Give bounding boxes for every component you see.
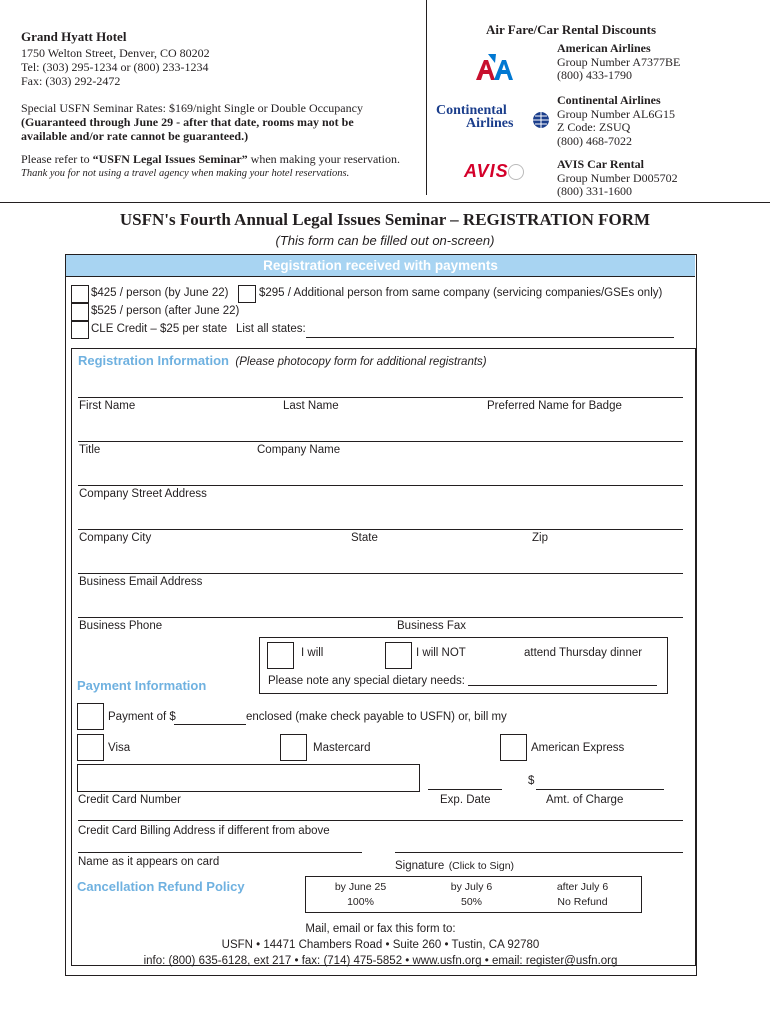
signature-label: Signature <box>395 860 445 872</box>
continental-group: Group Number AL6G15 <box>557 106 675 121</box>
refer-seminar-name: “USFN Legal Issues Seminar” <box>92 152 248 166</box>
cancellation-col-2 <box>416 880 527 910</box>
avis-phone: (800) 331-1600 <box>557 184 632 198</box>
amount-charge-input[interactable] <box>536 789 664 790</box>
mastercard-label: Mastercard <box>313 742 371 754</box>
option-295-label: $295 / Additional person from same company (servicing companies/GSEs only) <box>259 287 663 299</box>
dinner-attend-label: attend Thursday dinner <box>524 647 643 659</box>
email-label: Business Email Address <box>79 576 203 588</box>
dollar-sign: $ <box>528 775 535 787</box>
cancellation-col-3-date: after July 6 <box>556 881 609 893</box>
continental-zcode: Z Code: ZSUQ <box>557 120 631 134</box>
american-airlines-group: Group Number A7377BE <box>557 54 681 69</box>
avis-group: Group Number D005702 <box>557 170 678 185</box>
billing-address-top-rule <box>78 820 683 821</box>
continental-name: Continental Airlines <box>557 93 661 107</box>
payment-amount-input[interactable] <box>174 724 246 725</box>
footer-line-3: info: (800) 635-6128, ext 217 • fax: (714) 475-5852 • www.usfn.org • email: register@usfn.org <box>143 955 618 967</box>
fax-label: Business Fax <box>397 620 467 632</box>
american-airlines-info <box>557 42 680 83</box>
states-label: List all states: <box>236 323 306 335</box>
phone-fax-input[interactable] <box>78 617 683 618</box>
title-company-input[interactable] <box>78 441 683 442</box>
option-cle-checkbox[interactable] <box>71 321 89 339</box>
header-rule <box>0 202 770 203</box>
name-input[interactable] <box>78 397 683 398</box>
payment-enclosed-label: enclosed (make check payable to USFN) or, bill my <box>246 711 507 723</box>
zip-label: Zip <box>532 532 548 544</box>
cancellation-col-2-date: by July 6 <box>450 881 493 893</box>
first-name-label: First Name <box>79 400 136 412</box>
registration-banner <box>66 255 695 277</box>
option-cle-label: CLE Credit – $25 per state <box>91 323 228 335</box>
street-label: Company Street Address <box>79 488 207 500</box>
continental-info <box>557 94 675 148</box>
hotel-refer <box>21 152 421 166</box>
exp-date-label: Exp. Date <box>440 794 491 806</box>
avis-logo <box>464 161 524 183</box>
cancellation-col-1 <box>305 880 416 910</box>
hotel-block <box>21 30 421 181</box>
last-name-label: Last Name <box>283 400 339 412</box>
cc-number-label: Credit Card Number <box>78 794 181 806</box>
continental-globe-icon <box>532 111 550 129</box>
preferred-name-label: Preferred Name for Badge <box>487 400 622 412</box>
hotel-guarantee-2: available and/or rate cannot be guaranteed.) <box>21 129 249 143</box>
registration-info-title: Registration Information <box>78 353 229 368</box>
form-title: USFN's Fourth Annual Legal Issues Seminar – REGISTRATION FORM <box>119 210 651 229</box>
cancellation-col-3 <box>527 880 638 910</box>
billing-address-label: Credit Card Billing Address if different from above <box>78 825 330 837</box>
hotel-guarantee-1: (Guaranteed through June 29 - after that date, rooms may not be <box>21 115 354 129</box>
dinner-will-checkbox[interactable] <box>267 642 294 669</box>
states-input[interactable] <box>306 337 674 338</box>
avis-tagline-icon <box>508 164 524 180</box>
refer-suffix: when making your reservation. <box>247 152 400 166</box>
name-on-card-label: Name as it appears on card <box>78 856 220 868</box>
hotel-fax: Fax: (303) 292-2472 <box>21 74 121 88</box>
city-label: Company City <box>79 532 152 544</box>
name-on-card-input[interactable] <box>78 852 362 853</box>
street-input[interactable] <box>78 485 683 486</box>
hotel-tel: Tel: (303) 295-1234 or (800) 233-1234 <box>21 60 209 74</box>
airfare-heading: Air Fare/Car Rental Discounts <box>486 22 657 37</box>
amex-checkbox[interactable] <box>500 734 527 761</box>
option-525-checkbox[interactable] <box>71 303 89 321</box>
cancellation-col-2-pct: 50% <box>460 896 482 908</box>
payment-heading: Payment Information <box>77 678 207 693</box>
amount-charge-label: Amt. of Charge <box>546 794 624 806</box>
visa-label: Visa <box>108 742 131 754</box>
option-525-label: $525 / person (after June 22) <box>91 305 240 317</box>
american-airlines-phone: (800) 433-1790 <box>557 68 632 82</box>
hotel-thank-you: Thank you for not using a travel agency when making your hotel reservations. <box>21 168 350 179</box>
option-295-checkbox[interactable] <box>238 285 256 303</box>
mastercard-checkbox[interactable] <box>280 734 307 761</box>
option-425-checkbox[interactable] <box>71 285 89 303</box>
exp-date-input[interactable] <box>428 789 502 790</box>
header-divider <box>426 0 427 195</box>
title-label: Title <box>79 444 101 456</box>
hotel-rates: Special USFN Seminar Rates: $169/night Single or Double Occupancy <box>21 101 363 115</box>
state-label: State <box>351 532 378 544</box>
continental-logo-line2: Airlines <box>466 116 514 131</box>
cancellation-col-1-date: by June 25 <box>334 881 387 893</box>
email-input[interactable] <box>78 573 683 574</box>
cancellation-heading: Cancellation Refund Policy <box>77 879 245 894</box>
company-name-label: Company Name <box>257 444 341 456</box>
visa-checkbox[interactable] <box>77 734 104 761</box>
phone-label: Business Phone <box>79 620 163 632</box>
option-425-label: $425 / person (by June 22) <box>91 287 229 299</box>
avis-logo-text: AVIS <box>464 161 509 181</box>
footer-line-2: USFN • 14471 Chambers Road • Suite 260 • Tustin, CA 92780 <box>221 939 540 951</box>
dinner-will-not-checkbox[interactable] <box>385 642 412 669</box>
american-airlines-logo <box>474 52 516 82</box>
payment-check-checkbox[interactable] <box>77 703 104 730</box>
payment-of-label: Payment of $ <box>108 711 176 723</box>
continental-logo-line1: Continental <box>436 103 507 118</box>
american-airlines-name: American Airlines <box>557 41 651 55</box>
form-subtitle: (This form can be filled out on-screen) <box>275 233 495 248</box>
registration-info-note: (Please photocopy form for additional registrants) <box>235 356 487 368</box>
city-state-zip-input[interactable] <box>78 529 683 530</box>
continental-logo <box>436 103 552 131</box>
hotel-name: Grand Hyatt Hotel <box>21 29 127 44</box>
avis-info <box>557 158 678 199</box>
signature-input[interactable] <box>395 852 683 853</box>
dinner-will-label: I will <box>301 647 324 659</box>
continental-phone: (800) 468-7022 <box>557 133 632 148</box>
footer-line-1: Mail, email or fax this form to: <box>305 923 456 935</box>
cancellation-col-3-pct: No Refund <box>557 896 608 908</box>
click-to-sign-link[interactable]: (Click to Sign) <box>448 860 515 872</box>
hotel-address: 1750 Welton Street, Denver, CO 80202 <box>21 46 210 60</box>
amex-label: American Express <box>531 742 625 754</box>
refer-prefix: Please refer to <box>21 152 93 166</box>
registration-banner-text: Registration received with payments <box>263 258 498 273</box>
dietary-label: Please note any special dietary needs: <box>268 675 465 687</box>
signature-label-group <box>395 856 514 874</box>
cancellation-col-1-pct: 100% <box>347 896 374 908</box>
registration-info-heading <box>78 352 487 370</box>
dinner-will-not-label: I will NOT <box>416 647 466 659</box>
dietary-input[interactable] <box>468 685 657 686</box>
avis-name: AVIS Car Rental <box>557 157 644 171</box>
footer <box>66 921 695 969</box>
cc-number-input[interactable] <box>77 764 420 792</box>
